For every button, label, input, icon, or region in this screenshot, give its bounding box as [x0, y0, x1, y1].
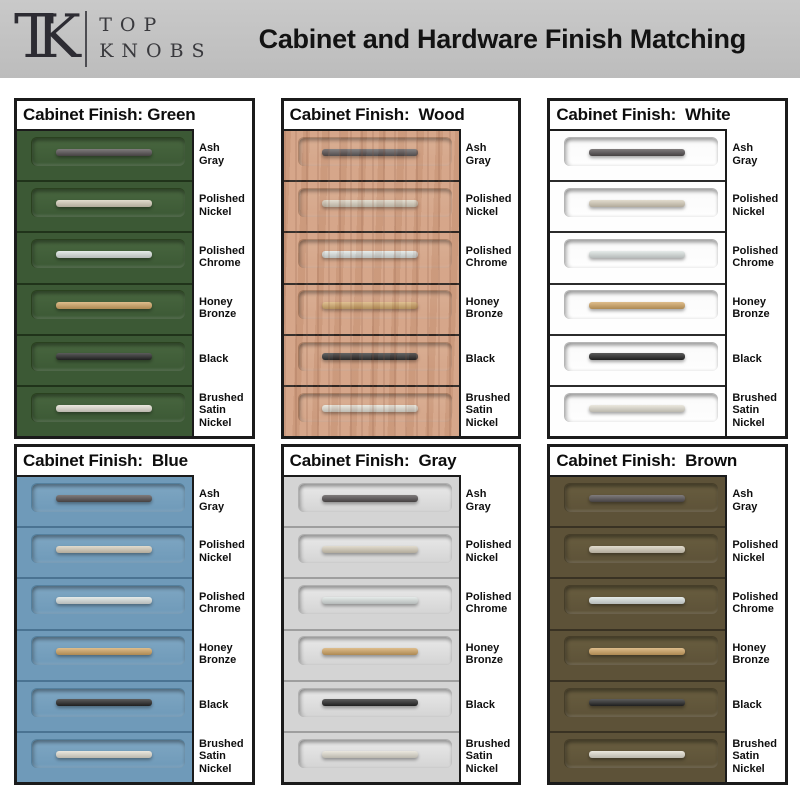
label-line: Polished [199, 193, 245, 206]
label-line: Chrome [732, 256, 774, 269]
handle-polished-nickel [322, 200, 418, 207]
label-line: Honey [465, 295, 500, 308]
hardware-finish-label-brushed-satin-nickel [732, 385, 785, 436]
label-line: Ash [199, 488, 220, 501]
logo-wordmark-top: TOP [99, 14, 165, 37]
handle-black [322, 699, 418, 706]
hardware-finish-label-black [466, 680, 519, 731]
label-line: Gray [465, 154, 491, 167]
drawer-front-polished-nickel [550, 182, 725, 233]
label-line: Polished [465, 193, 512, 206]
drawer-front-black [284, 336, 459, 387]
handle-honey-bronze [56, 302, 152, 309]
handle-brushed-satin-nickel [56, 751, 152, 758]
label-line: Gray [199, 500, 225, 513]
hardware-finish-label-polished-nickel [199, 526, 252, 577]
label-line: Nickel [732, 205, 765, 218]
hardware-finish-label-ash-gray [732, 129, 785, 180]
tk-monogram-icon: TK [14, 2, 63, 72]
handle-brushed-satin-nickel [589, 751, 685, 758]
top-knobs-logo [14, 2, 213, 72]
label-line: Honey [465, 641, 500, 654]
handle-honey-bronze [56, 648, 152, 655]
hardware-finish-label-black [732, 334, 785, 385]
label-line: Black [465, 353, 496, 366]
drawer-front-brushed-satin-nickel [550, 733, 725, 782]
hardware-finish-label-polished-nickel [732, 180, 785, 231]
label-line: Nickel [199, 416, 232, 429]
label-line: Bronze [199, 308, 237, 321]
panel-body [17, 475, 252, 782]
drawer-front-polished-chrome [17, 233, 192, 284]
label-line: Ash [732, 142, 754, 155]
drawer-front-polished-chrome [550, 233, 725, 284]
hardware-finish-label-polished-nickel [732, 526, 785, 577]
drawer-front-polished-nickel [284, 182, 459, 233]
drawer-front-polished-nickel [17, 182, 192, 233]
drawer-front-black [284, 682, 459, 733]
drawer-front-honey-bronze [284, 285, 459, 336]
drawer-front-black [17, 682, 192, 733]
label-line: Polished [465, 590, 512, 603]
hardware-finish-label-brushed-satin-nickel [466, 731, 519, 782]
label-line: Bronze [732, 308, 770, 321]
hardware-finish-label-brushed-satin-nickel [199, 385, 252, 436]
label-line: Nickel [199, 551, 232, 564]
hardware-finish-label-black [199, 334, 252, 385]
label-line: Black [732, 699, 762, 712]
drawer-front-honey-bronze [17, 285, 192, 336]
hardware-finish-label-polished-chrome [466, 577, 519, 628]
hardware-finish-label-brushed-satin-nickel [466, 385, 519, 436]
hardware-finish-label-honey-bronze [732, 629, 785, 680]
drawer-front-ash-gray [284, 131, 459, 182]
hardware-finish-label-ash-gray [732, 475, 785, 526]
drawer-front-ash-gray [550, 477, 725, 528]
cabinet-drawers [17, 475, 194, 782]
page-title: Cabinet and Hardware Finish Matching [258, 23, 746, 54]
hardware-labels-column [727, 129, 785, 436]
panel-title: Cabinet Finish: Green [23, 105, 196, 124]
panel-body [550, 475, 785, 782]
panel-cabinet-finish-wood [281, 98, 522, 439]
hardware-finish-label-polished-chrome [732, 231, 785, 282]
logo-divider [85, 11, 87, 67]
drawer-front-black [550, 336, 725, 387]
label-line: Brushed [465, 737, 511, 750]
panel-title: Cabinet Finish: White [556, 105, 731, 124]
label-line: Polished [199, 539, 245, 552]
label-line: Honey [199, 295, 233, 308]
handle-black [56, 353, 152, 360]
label-line: Gray [199, 154, 225, 167]
drawer-front-brushed-satin-nickel [550, 387, 725, 436]
drawer-front-brushed-satin-nickel [284, 733, 459, 782]
label-line: Ash [199, 142, 220, 155]
label-line: Black [199, 353, 229, 366]
panel-body [284, 475, 519, 782]
drawer-front-ash-gray [550, 131, 725, 182]
hardware-finish-label-polished-nickel [466, 526, 519, 577]
label-line: Gray [732, 500, 758, 513]
label-line: Ash [732, 488, 754, 501]
label-line: Bronze [732, 654, 770, 667]
label-line: Nickel [732, 416, 765, 429]
drawer-front-ash-gray [17, 131, 192, 182]
hardware-finish-label-brushed-satin-nickel [199, 731, 252, 782]
handle-black [56, 699, 152, 706]
hardware-finish-label-brushed-satin-nickel [732, 731, 785, 782]
hardware-finish-label-honey-bronze [466, 283, 519, 334]
drawer-front-brushed-satin-nickel [17, 733, 192, 782]
handle-black [589, 699, 685, 706]
handle-honey-bronze [589, 648, 685, 655]
panel-body [550, 129, 785, 436]
label-line: Ash [465, 488, 487, 501]
label-line: Bronze [465, 654, 503, 667]
handle-honey-bronze [589, 302, 685, 309]
drawer-front-honey-bronze [550, 285, 725, 336]
label-line: Black [732, 353, 762, 366]
handle-polished-nickel [322, 546, 418, 553]
cabinet-drawers [17, 129, 194, 436]
hardware-labels-column [727, 475, 785, 782]
label-line: Black [465, 699, 496, 712]
handle-ash-gray [322, 495, 418, 502]
label-line: Nickel [199, 762, 232, 775]
label-line: Nickel [732, 762, 765, 775]
label-line: Chrome [199, 602, 241, 615]
panel-cabinet-finish-gray [281, 444, 522, 785]
panel-cabinet-finish-white [547, 98, 788, 439]
handle-black [322, 353, 418, 360]
panel-body [17, 129, 252, 436]
cabinet-drawers [550, 129, 727, 436]
label-line: Nickel [465, 762, 499, 775]
finish-panels-grid [0, 78, 800, 785]
panel-title: Cabinet Finish: Blue [23, 451, 188, 470]
hardware-finish-label-honey-bronze [199, 629, 252, 680]
panel-cabinet-finish-blue [14, 444, 255, 785]
label-line: Honey [732, 641, 766, 654]
logo-wordmark [99, 13, 212, 64]
hardware-finish-label-polished-chrome [466, 231, 519, 282]
drawer-front-honey-bronze [17, 631, 192, 682]
drawer-front-polished-chrome [284, 579, 459, 630]
hardware-finish-label-honey-bronze [199, 283, 252, 334]
label-line: Polished [732, 590, 779, 603]
drawer-front-polished-chrome [17, 579, 192, 630]
label-line: Brushed [732, 737, 777, 750]
label-line: Nickel [732, 551, 765, 564]
label-line: Polished [465, 244, 512, 257]
hardware-finish-label-honey-bronze [466, 629, 519, 680]
label-line: Nickel [199, 205, 232, 218]
handle-brushed-satin-nickel [322, 405, 418, 412]
handle-ash-gray [56, 495, 152, 502]
handle-polished-chrome [322, 251, 418, 258]
panel-title: Cabinet Finish: Brown [556, 451, 738, 470]
hardware-labels-column [461, 129, 519, 436]
handle-polished-nickel [589, 200, 685, 207]
drawer-front-polished-nickel [550, 528, 725, 579]
hardware-labels-column [194, 129, 252, 436]
label-line: Chrome [199, 256, 241, 269]
drawer-front-polished-nickel [17, 528, 192, 579]
label-line: Bronze [465, 308, 503, 321]
handle-brushed-satin-nickel [322, 751, 418, 758]
cabinet-drawers [550, 475, 727, 782]
panel-title: Cabinet Finish: Gray [289, 451, 457, 470]
panel-cabinet-finish-brown [547, 444, 788, 785]
label-line: Chrome [465, 602, 508, 615]
label-line: Polished [199, 244, 245, 257]
hardware-finish-label-black [732, 680, 785, 731]
handle-black [589, 353, 685, 360]
label-line: Nickel [465, 551, 499, 564]
cabinet-drawers [284, 475, 461, 782]
handle-ash-gray [589, 149, 685, 156]
hardware-finish-label-black [466, 334, 519, 385]
drawer-front-black [550, 682, 725, 733]
handle-ash-gray [322, 149, 418, 156]
hardware-finish-label-ash-gray [466, 129, 519, 180]
panel-cabinet-finish-green [14, 98, 255, 439]
label-line: Polished [199, 590, 245, 603]
cabinet-drawers [284, 129, 461, 436]
label-line: Satin [465, 404, 493, 417]
hardware-finish-label-polished-chrome [199, 231, 252, 282]
label-line: Gray [732, 154, 758, 167]
drawer-front-honey-bronze [284, 631, 459, 682]
handle-polished-nickel [56, 200, 152, 207]
hardware-finish-label-ash-gray [199, 475, 252, 526]
label-line: Honey [199, 641, 233, 654]
panel-title: Cabinet Finish: Wood [289, 105, 465, 124]
label-line: Polished [465, 539, 512, 552]
handle-brushed-satin-nickel [589, 405, 685, 412]
handle-brushed-satin-nickel [56, 405, 152, 412]
handle-polished-nickel [56, 546, 152, 553]
handle-polished-nickel [589, 546, 685, 553]
label-line: Chrome [465, 256, 508, 269]
label-line: Black [199, 699, 229, 712]
drawer-front-honey-bronze [550, 631, 725, 682]
handle-polished-chrome [589, 597, 685, 604]
label-line: Brushed [199, 737, 244, 750]
handle-ash-gray [589, 495, 685, 502]
label-line: Bronze [199, 654, 237, 667]
label-line: Polished [732, 193, 779, 206]
label-line: Polished [732, 244, 779, 257]
handle-honey-bronze [322, 302, 418, 309]
drawer-front-brushed-satin-nickel [17, 387, 192, 436]
label-line: Satin [732, 750, 760, 763]
hardware-finish-label-polished-chrome [732, 577, 785, 628]
handle-honey-bronze [322, 648, 418, 655]
panel-body [284, 129, 519, 436]
label-line: Chrome [732, 602, 774, 615]
label-line: Brushed [199, 391, 244, 404]
handle-polished-chrome [56, 597, 152, 604]
drawer-front-ash-gray [17, 477, 192, 528]
handle-ash-gray [56, 149, 152, 156]
label-line: Satin [199, 404, 226, 417]
label-line: Honey [732, 295, 766, 308]
hardware-labels-column [194, 475, 252, 782]
handle-polished-chrome [589, 251, 685, 258]
label-line: Ash [465, 142, 487, 155]
label-line: Brushed [732, 391, 777, 404]
drawer-front-black [17, 336, 192, 387]
handle-polished-chrome [322, 597, 418, 604]
drawer-front-polished-nickel [284, 528, 459, 579]
label-line: Nickel [465, 416, 499, 429]
label-line: Satin [465, 750, 493, 763]
label-line: Satin [732, 404, 760, 417]
hardware-finish-label-black [199, 680, 252, 731]
hardware-finish-label-ash-gray [199, 129, 252, 180]
hardware-finish-label-polished-nickel [466, 180, 519, 231]
drawer-front-brushed-satin-nickel [284, 387, 459, 436]
hardware-finish-label-polished-chrome [199, 577, 252, 628]
label-line: Brushed [465, 391, 511, 404]
hardware-finish-label-polished-nickel [199, 180, 252, 231]
label-line: Satin [199, 750, 226, 763]
label-line: Polished [732, 539, 779, 552]
drawer-front-ash-gray [284, 477, 459, 528]
hardware-finish-label-honey-bronze [732, 283, 785, 334]
logo-wordmark-knobs: KNOBS [99, 40, 213, 62]
header [0, 0, 800, 78]
label-line: Nickel [465, 205, 499, 218]
handle-polished-chrome [56, 251, 152, 258]
hardware-finish-label-ash-gray [466, 475, 519, 526]
drawer-front-polished-chrome [550, 579, 725, 630]
hardware-labels-column [461, 475, 519, 782]
drawer-front-polished-chrome [284, 233, 459, 284]
label-line: Gray [465, 500, 491, 513]
